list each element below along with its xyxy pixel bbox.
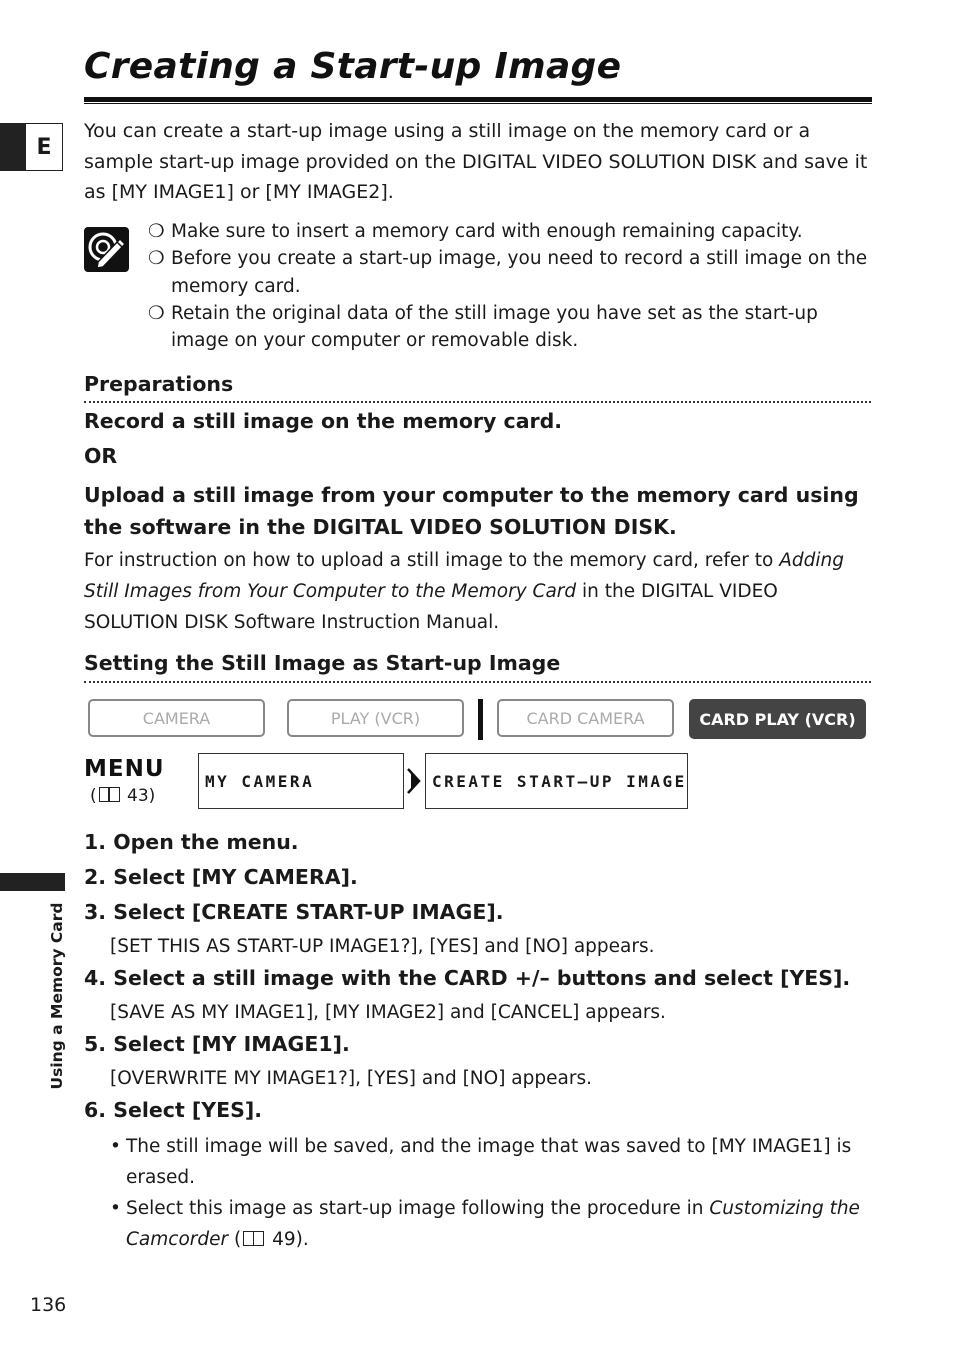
mode-camera: CAMERA [88, 699, 265, 737]
bullet-text [126, 1193, 880, 1255]
notes-list [148, 218, 878, 354]
note-bullet: ❍ [148, 302, 165, 324]
menu-label: MENU [84, 756, 165, 782]
menu-box-my-camera: MY CAMERA [198, 753, 404, 809]
book-icon [99, 787, 120, 802]
setting-heading: Setting the Still Image as Start-up Image [84, 651, 561, 675]
dotted-rule [84, 401, 871, 403]
note-item [148, 300, 878, 355]
note-item [148, 218, 878, 245]
result-bullets [110, 1131, 880, 1255]
page-number: 136 [30, 1294, 67, 1316]
side-section-label: Using a Memory Card [48, 902, 66, 1090]
book-icon [243, 1231, 264, 1246]
mode-card-camera: CARD CAMERA [497, 699, 674, 737]
step-4: 4. Select a still image with the CARD +/– buttons and select [YES]. [84, 966, 851, 990]
note-bullet: ❍ [148, 248, 165, 270]
side-section-marker [0, 873, 65, 891]
note-pencil-icon [84, 227, 129, 272]
menu-box-create-startup-image: CREATE START–UP IMAGE [425, 753, 688, 809]
title-rule [84, 97, 872, 102]
bullet-item [110, 1193, 880, 1255]
step-2: 2. Select [MY CAMERA]. [84, 865, 358, 889]
menu-page-reference [90, 786, 155, 806]
title-rule-thin [84, 103, 872, 104]
ref-paren: ( [90, 786, 97, 806]
bullet-reference-title: Customizing the Camcorder [126, 1198, 860, 1250]
note-text: Retain the original data of the still image you have set as the start-up image on your computer or removable disk. [171, 302, 818, 352]
bullet-paren: ( [228, 1229, 242, 1250]
bullet-item [110, 1131, 880, 1193]
step-5-result: [OVERWRITE MY IMAGE1?], [YES] and [NO] appears. [110, 1068, 592, 1089]
instr-reference-title: Adding Still Images from Your Computer to the Memory Card [84, 550, 844, 602]
step-1: 1. Open the menu. [84, 830, 299, 854]
bullet-text-start: Select this image as start-up image following the procedure in [126, 1198, 710, 1219]
step-3: 3. Select [CREATE START-UP IMAGE]. [84, 900, 504, 924]
preparation-or: OR [84, 444, 118, 468]
page-title: Creating a Start-up Image [84, 46, 622, 87]
bullet-mark: • [110, 1136, 121, 1157]
instr-text-end: in the DIGITAL VIDEO SOLUTION DISK Software Instruction Manual. [84, 581, 778, 633]
preparation-step-record: Record a still image on the memory card. [84, 409, 563, 433]
preparation-step-upload: Upload a still image from your computer to the memory card using the software in the DIGITAL VIDEO SOLUTION DISK. [84, 483, 859, 539]
step-6: 6. Select [YES]. [84, 1098, 263, 1122]
note-text: Before you create a start-up image, you need to record a still image on the memory card. [171, 248, 868, 297]
mode-play-vcr: PLAY (VCR) [287, 699, 464, 737]
bullet-mark: • [110, 1198, 121, 1219]
instr-text: For instruction on how to upload a still image to the memory card, refer to [84, 550, 780, 571]
bullet-text: The still image will be saved, and the image that was saved to [MY IMAGE1] is erased. [126, 1136, 852, 1188]
preparations-heading: Preparations [84, 372, 234, 396]
dotted-rule [84, 681, 871, 683]
step-3-result: [SET THIS AS START-UP IMAGE1?], [YES] and [NO] appears. [110, 936, 655, 957]
arrow-right-icon [406, 768, 424, 794]
step-5: 5. Select [MY IMAGE1]. [84, 1032, 350, 1056]
step-4-result: [SAVE AS MY IMAGE1], [MY IMAGE2] and [CANCEL] appears. [110, 1002, 666, 1023]
mode-separator [478, 699, 483, 740]
upload-instruction [84, 545, 874, 638]
language-tab-label: E [26, 123, 63, 171]
mode-card-play-vcr-active: CARD PLAY (VCR) [689, 699, 866, 739]
bullet-page: 49). [272, 1229, 309, 1250]
note-bullet: ❍ [148, 221, 165, 242]
language-tab-bar [0, 123, 26, 171]
note-item [148, 245, 878, 300]
ref-page: 43) [127, 786, 156, 806]
intro-paragraph: You can create a start-up image using a still image on the memory card or a sample start-up image provided on the DIGITAL VIDEO SOLUTION DISK and save it as [MY IMAGE1] or [MY IMAGE2]. [84, 120, 868, 203]
language-tab [0, 123, 64, 171]
note-text: Make sure to insert a memory card with enough remaining capacity. [171, 221, 803, 242]
